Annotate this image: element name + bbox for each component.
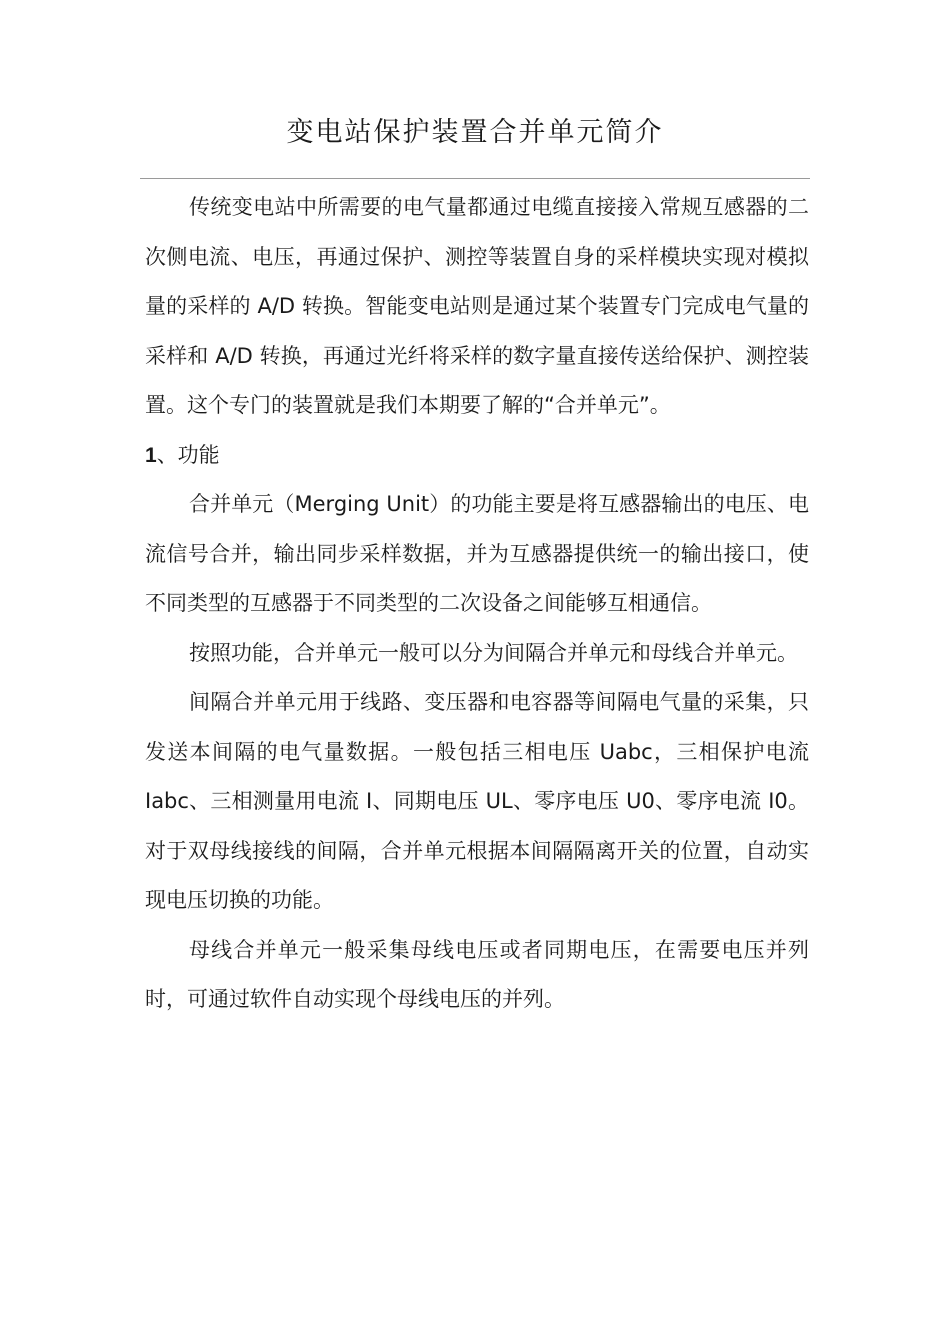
document-body <box>145 183 809 1025</box>
paragraph-intro: 传统变电站中所需要的电气量都通过电缆直接接入常规互感器的二次侧电流、电压，再通过保护、测控等装置自身的采样模块实现对模拟量的采样的 A/D 转换。智能变电站则是通过某个装置专门完成电气量的采样和 A/D 转换，再通过光纤将采样的数字量直接传送给保护、测控装置。这个专门的装置就是我们本期要了解的“合并单元”。 <box>145 195 809 417</box>
paragraph-function: 合并单元（Merging Unit）的功能主要是将互感器输出的电压、电流信号合并，输出同步采样数据，并为互感器提供统一的输出接口，使不同类型的互感器于不同类型的二次设备之间能够互相通信。 <box>145 492 809 615</box>
section-title: 、功能 <box>156 442 220 467</box>
paragraph-bay-merging-unit: 间隔合并单元用于线路、变压器和电容器等间隔电气量的采集，只发送本间隔的电气量数据。一般包括三相电压 Uabc，三相保护电流 Iabc、三相测量用电流 I、同期电压 UL、零序电压 U0、零序电流 I0。对于双母线接线的间隔，合并单元根据本间隔隔离开关的位置，自动实现电压切换的功能。 <box>145 690 809 912</box>
document-title: 变电站保护装置合并单元简介 <box>286 117 664 148</box>
paragraph-classification: 按照功能，合并单元一般可以分为间隔合并单元和母线合并单元。 <box>189 640 798 665</box>
title-divider <box>140 178 810 179</box>
section-number: 1 <box>145 443 157 467</box>
paragraph-bus-merging-unit: 母线合并单元一般采集母线电压或者同期电压，在需要电压并列时，可通过软件自动实现个母线电压的并列。 <box>145 937 809 1011</box>
section-heading-function <box>145 431 809 481</box>
